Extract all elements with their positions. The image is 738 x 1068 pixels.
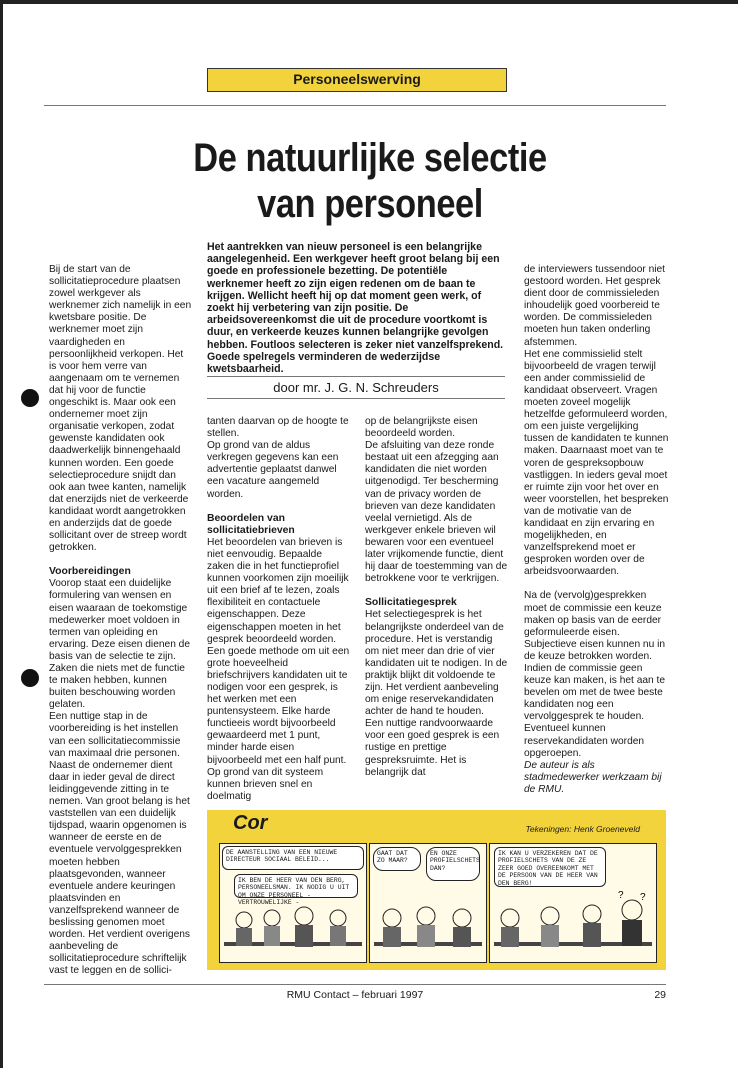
col2-paragraph: Het beoordelen van brieven is niet eenvoudig. Bepaalde zaken die in het functieprofiel kunnen voorkomen zijn moeilijk uit een brief af te lezen, zoals flexibiliteit en contactuele eigenschappen. Deze eigenschappen moeten in het gesprek beoordeeld worden. xyxy=(207,536,349,645)
page-edge-left xyxy=(0,0,3,1068)
article-title xyxy=(86,135,654,227)
reaction-scene-illustration xyxy=(490,886,656,962)
column-2 xyxy=(207,416,350,803)
col4-paragraph: de interviewers tussendoor niet gestoord worden. Het gesprek dient door de commissieleden inhoudelijk goed voorbereid te worden. De commissieleden moeten hun taken onderling afstemmen. xyxy=(524,264,666,348)
byline-rule-bottom xyxy=(207,398,505,399)
column-3 xyxy=(365,416,508,779)
cartoon-strip xyxy=(207,810,666,970)
col3-paragraph: Het selectiegesprek is het belangrijkste onderdeel van de procedure. Het is verstandig om niet meer dan drie of vier kandidaten uit te nodigen. In de praktijk blijkt dit voldoende te zijn. Het verdient aanbeveling om enige reservekandidaten achter de hand te houden. xyxy=(365,609,508,718)
page-number: 29 xyxy=(654,989,666,1001)
speech-bubble: DE AANSTELLING VAN EEN NIEUWE DIRECTEUR SOCIAAL BELEID... xyxy=(222,846,364,870)
header-rule xyxy=(44,105,666,106)
punch-hole-top xyxy=(21,389,39,407)
page-edge-top xyxy=(0,0,738,4)
section-label: Personeelswerving xyxy=(207,68,507,92)
byline: door mr. J. G. N. Schreuders xyxy=(273,380,439,395)
footer-rule xyxy=(44,984,666,985)
cartoon-title: Cor xyxy=(233,812,268,834)
col1-paragraph: Bij de start van de sollicitatieprocedure plaatsen zowel werkgever als werknemer zich namelijk in een kwetsbare positie. De werknemer moet zijn vaardigheden en persoonlijkheid verkopen. Het is voor hem verre van aangenaam om te vernemen dat hij voor de functie ongeschikt is. Maar ook een ondernemer moet zijn organisatie verkopen, zodat gewenste kandidaten ook daadwerkelijk binnengehaald kunnen worden. Een goede selectieprocedure snijdt dan ook aan twee kanten, namelijk dat enerzijds niet de verkeerde kandidaat wordt aangetrokken en anderzijds dat de goede sollicitant over de streep wordt getrokken. xyxy=(49,264,192,554)
column-1 xyxy=(49,264,192,977)
author-note: De auteur is als stadmedewerker werkzaam bij de RMU. xyxy=(524,759,662,795)
svg-text:?: ? xyxy=(640,892,646,903)
col4-paragraph: Het ene commissielid stelt bijvoorbeeld de vragen terwijl een ander commissielid de kandidaat observeert. Vragen moeten zoveel mogelijk hetzelfde geformuleerd worden, om een juiste vergelijking tussen de kandidaten te kunnen maken. Daarnaast moet van te voren de gespreksopbouw vastliggen. In ieders geval moet er ruimte zijn voor het over en weer voorstellen, het bespreken van de motivatie van de kandidaat en zijn ervaring en mogelijkheden, en vanzelfsprekend moet er gesproken worden over de arbeidsvoorwaarden. xyxy=(524,348,669,578)
office-scene-illustration xyxy=(220,896,366,962)
footer-publication: RMU Contact – februari 1997 xyxy=(286,989,424,1001)
col4-paragraph: Na de (vervolg)gesprekken moet de commissie een keuze maken op basis van de eerder geformuleerde eisen. Subjectieve eisen kunnen nu in de keuze betrokken worden. Indien de commissie geen keuze kan maken, is het aan te bevelen om met de twee beste kandidaten nog een vervolggesprek te houden. Eventueel kunnen reservekandidaten worden opgeroepen. xyxy=(524,590,666,759)
col2-paragraph: tanten daarvan op de hoogte te stellen. xyxy=(207,416,349,440)
col3-paragraph: op de belangrijkste eisen beoordeeld worden. xyxy=(365,416,478,440)
meeting-scene-illustration xyxy=(370,886,486,962)
byline-rule-top xyxy=(207,376,505,377)
col3-paragraph: Een nuttige randvoorwaarde voor een goed gesprek is een rustige en prettige gespreksruimte. Het is belangrijk dat xyxy=(365,718,500,778)
col3-paragraph: De afsluiting van deze ronde bestaat uit een afzegging aan kandidaten die niet worden uitgenodigd. Ter bescherming van de privacy worden de brieven van deze kandidaten veelal vernietigd. Als de werkgever enkele brieven wil bewaren voor een eventueel later vrijkomende functie, dient hij daar de toestemming van de betrokkene voor te verkrijgen. xyxy=(365,440,508,585)
cartoon-panel-1 xyxy=(219,843,367,963)
cartoon-credit: Tekeningen: Henk Groeneveld xyxy=(525,824,640,834)
col2-paragraph: Een goede methode om uit een grote hoeveelheid briefschrijvers kandidaten uit te nodigen voor een gesprek, is het werken met een puntensysteem. Elke harde functieeis wordt bijvoorbeeld gewaardeerd met 1 punt, minder harde eisen bijvoorbeeld met een half punt. Op grond van dit systeem kunnen brieven snel en doelmatig xyxy=(207,645,350,802)
col2-heading: Beoordelen van sollicitatiebrieven xyxy=(207,512,295,536)
col1-paragraph: Een nuttige stap in de voorbereiding is het instellen van een sollicitatiecommissie van maximaal drie personen. Naast de ondernemer dient daar in ieder geval de direct leidinggevende zitting in te nemen. Van groot belang is het vaststellen van een duidelijk tijdspad, waarin opgenomen is wanneer de eerste en de eventuele vervolggesprekken moeten hebben plaatsgevonden, wanneer eventuele andere keuringen plaatsvinden en vanzelfsprekend wanneer de beslissing genomen moet worden. Het verdient overigens aanbeveling de sollicitatieprocedure schriftelijk vast te leggen en de sollici- xyxy=(49,711,191,977)
col2-paragraph: Op grond van de aldus verkregen gegevens kan een advertentie geplaatst danwel een vacature aangemeld worden. xyxy=(207,440,339,500)
speech-bubble: EN ONZE PROFIELSCHETS DAN? xyxy=(426,847,480,881)
cartoon-panel-3 xyxy=(489,843,657,963)
cartoon-panel-2 xyxy=(369,843,487,963)
title-line-1: De natuurlijke selectie xyxy=(193,136,547,180)
punch-hole-bottom xyxy=(21,669,39,687)
col3-heading: Sollicitatiegesprek xyxy=(365,597,457,609)
column-4 xyxy=(524,264,670,796)
speech-bubble: IK BEN DE HEER VAN DEN BERG, PERSONEELSMAN. IK NODIG U UIT OM ONZE PERSONEEL - VERTROUWELIJKE - xyxy=(234,874,358,898)
lead-paragraph: Het aantrekken van nieuw personeel is een belangrijke aangelegenheid. Een werkgever heeft groot belang bij een goede en professionele bezetting. De potentiële werknemer heeft zo zijn eigen redenen om de baan te krijgen. Wellicht heeft hij op dat moment geen werk, of zoekt hij verbetering van zijn positie. De arbeidsovereenkomst die uit de procedure voortkomt is duur, en verkeerde keuzes kunnen belangrijke gevolgen hebben. Foutloos selecteren is zeker niet vanzelfsprekend. Goede spelregels verminderen de wederzijdse kwetsbaarheid. xyxy=(207,241,504,376)
svg-text:?: ? xyxy=(618,890,624,901)
speech-bubble: GAAT DAT ZO MAAR? xyxy=(373,847,421,871)
speech-bubble: IK KAN U VERZEKEREN DAT DE PROFIELSCHETS VAN DE ZE ZEER GOED OVEREENKOMT MET DE PERSOON VAN DE HEER VAN DEN BERG! xyxy=(494,847,606,887)
col1-paragraph: Voorop staat een duidelijke formulering van wensen en eisen waaraan de toekomstige medewerker moet voldoen in termen van opleiding en ervaring. Deze eisen dienen de basis van de selectie te zijn. Zaken die niets met de functie te maken hebben, kunnen buiten beschouwing worden gelaten. xyxy=(49,578,191,711)
title-line-2: van personeel xyxy=(257,182,483,226)
col1-heading: Voorbereidingen xyxy=(49,566,131,578)
